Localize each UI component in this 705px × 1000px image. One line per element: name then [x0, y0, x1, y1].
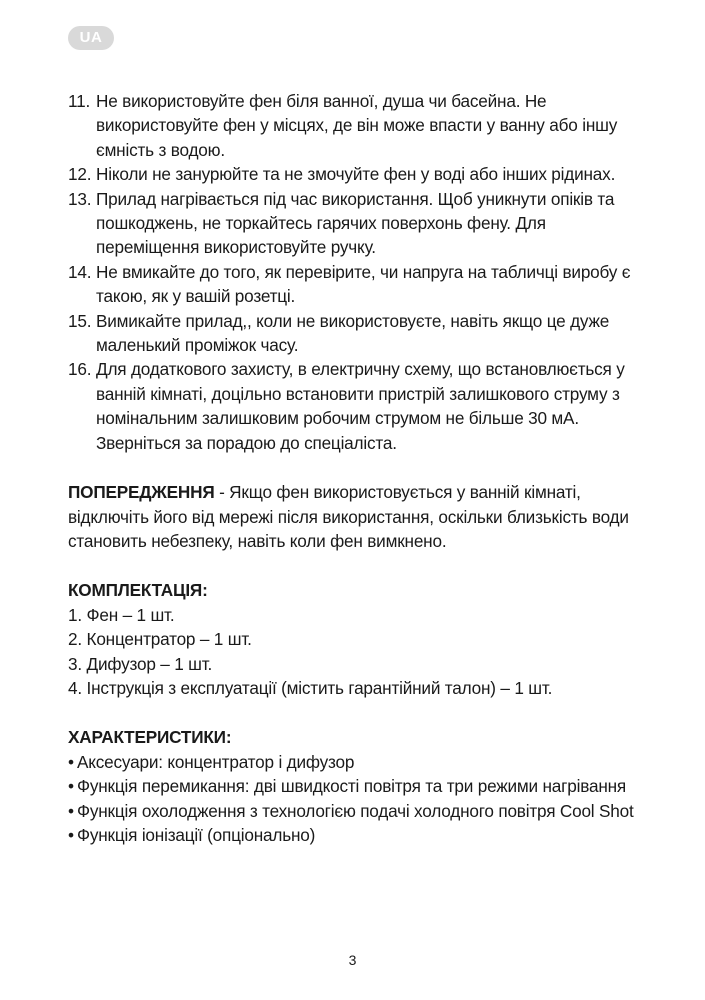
bullet-icon: • [68, 800, 74, 821]
package-title: КОМПЛЕКТАЦІЯ: [68, 580, 208, 601]
page-content [68, 89, 643, 847]
rule-text: Не використовуйте фен біля ванної, душа чи басейна. Не використовуйте фен у місцях, де він може впасти у ванну або іншу ємність з водою. [96, 91, 618, 160]
warning-label: ПОПЕРЕДЖЕННЯ [68, 482, 215, 503]
language-badge: UA [68, 26, 114, 50]
rule-text: Для додаткового захисту, в електричну схему, що встановлюється у ванній кімнаті, доцільно встановити пристрій залишкового струму з номінальним залишковим робочим струмом не більше 30 мА. Зверніться за порадою до спеціаліста. [96, 359, 625, 453]
safety-rule [68, 309, 643, 358]
rule-number: 11. [68, 91, 91, 111]
safety-rule [68, 187, 643, 260]
rule-text: Ніколи не занурюйте та не змочуйте фен у воді або інших рідинах. [96, 164, 616, 185]
package-section [68, 578, 643, 700]
warning-text: - Якщо фен використовується у ванній кімнаті, відключіть його від мережі після використання, оскільки близькість води становить небезпеку, навіть коли фен вимкнено. [68, 482, 629, 551]
package-item: 3. Дифузор – 1 шт. [68, 653, 213, 674]
rule-text: Вимикайте прилад,, коли не використовуєте, навіть якщо це дуже маленький проміжок часу. [96, 310, 610, 356]
package-list [68, 603, 643, 701]
rule-number: 14. [68, 261, 92, 282]
spec-text: Функція іонізації (опціонально) [77, 824, 316, 845]
package-item: 2. Концентратор – 1 шт. [68, 629, 252, 650]
warning-paragraph [68, 480, 643, 553]
bullet-icon: • [68, 751, 74, 772]
spec-text: Функція перемикання: дві швидкості повітря та три режими нагрівання [77, 776, 627, 797]
rule-text: Не вмикайте до того, як перевірите, чи напруга на табличці виробу є такою, як у вашій розетці. [96, 261, 631, 307]
safety-rule [68, 357, 643, 455]
bullet-icon: • [68, 776, 74, 797]
spec-item [68, 750, 643, 774]
spec-item [68, 799, 643, 823]
specs-title: ХАРАКТЕРИСТИКИ: [68, 727, 232, 748]
rule-number: 15. [68, 310, 92, 331]
rule-number: 13. [68, 188, 92, 209]
page-number: 3 [348, 952, 357, 968]
spec-text: Аксесуари: концентратор і дифузор [77, 751, 355, 772]
package-item: 4. Інструкція з експлуатації (містить гарантійний талон) – 1 шт. [68, 677, 553, 698]
rule-number: 12. [68, 164, 92, 185]
spec-item [68, 774, 643, 798]
safety-rule [68, 260, 643, 309]
bullet-icon: • [68, 824, 74, 845]
specs-section [68, 725, 643, 847]
safety-rules-list [68, 89, 643, 455]
specs-list [68, 750, 643, 848]
spec-text: Функція охолодження з технологією подачі холодного повітря Cool Shot [77, 800, 634, 821]
safety-rule [68, 89, 643, 162]
rule-number: 16. [68, 359, 92, 380]
rule-text: Прилад нагрівається під час використання. Щоб уникнути опіків та пошкоджень, не торкайтесь гарячих поверхонь фену. Для переміщення використовуйте ручку. [96, 188, 615, 258]
package-item: 1. Фен – 1 шт. [68, 604, 175, 625]
spec-item [68, 823, 643, 847]
safety-rule [68, 162, 643, 186]
